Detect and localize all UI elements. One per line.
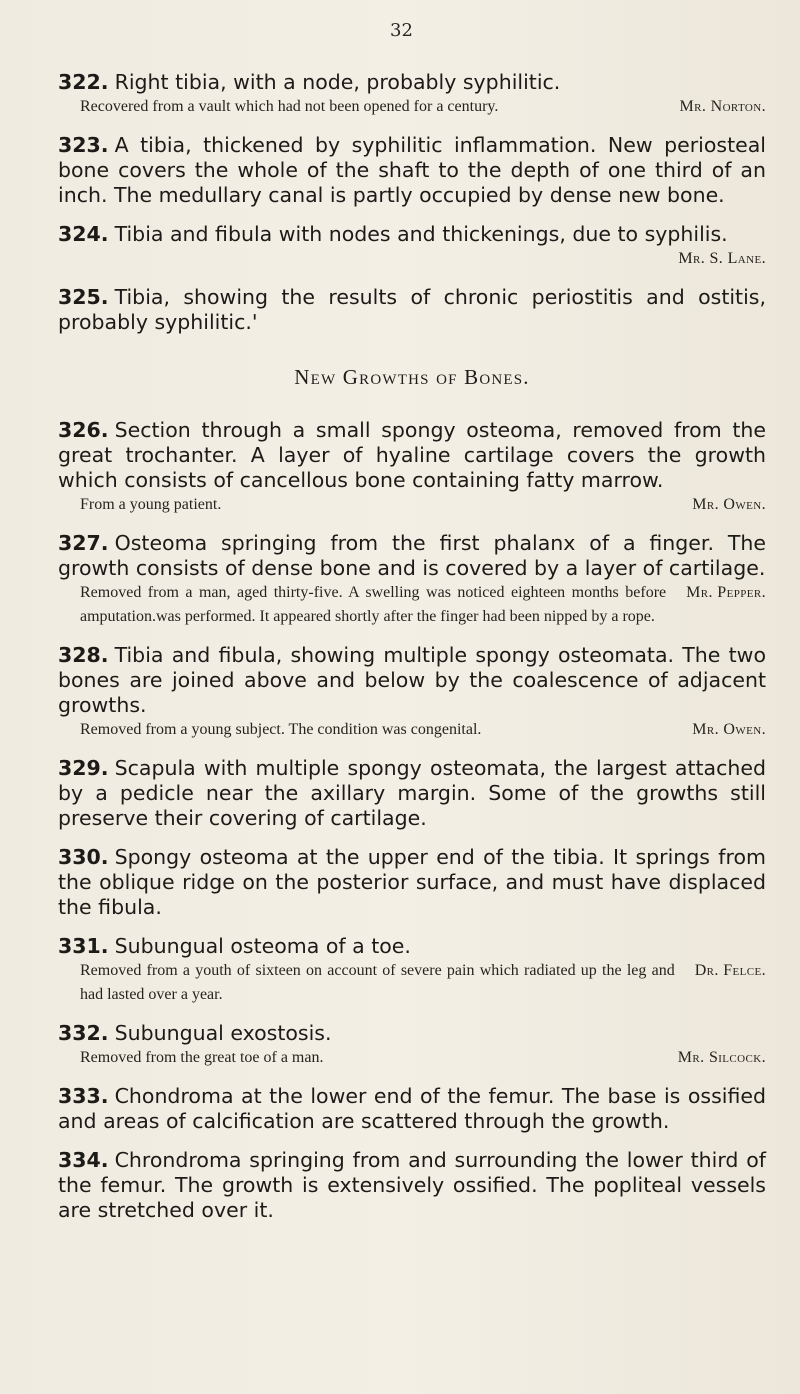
entry-number: 329. [58,756,109,780]
entry-note: Removed from a man, aged thirty-five. A swelling was noticed eighteen months before amputation.was performed. It appeared shortly after the finger had been nipped by a rope. [80,584,667,625]
entry-description [58,418,766,493]
catalogue-entry [58,418,766,517]
catalogue-entry [58,756,766,831]
entry-note: Recovered from a vault which had not been opened for a century. [80,98,499,115]
entry-description [58,1021,766,1046]
entry-text: Subungual osteoma of a toe. [114,934,411,958]
entry-attribution: Mr. Pepper. [686,584,766,601]
entry-number: 325. [58,285,109,309]
entry-text: Scapula with multiple spongy osteomata, the largest attached by a pedicle near the axillary margin. Some of the growths still preserve their covering of cartilage. [58,756,766,830]
catalogue-entry [58,133,766,208]
entry-number: 333. [58,1084,109,1108]
entry-text: Tibia and fibula with nodes and thickenings, due to syphilis. [114,222,728,246]
entry-text: Tibia, showing the results of chronic periostitis and ostitis, probably syphilitic.' [58,285,766,334]
entry-number: 328. [58,643,109,667]
catalogue-entry [58,531,766,629]
entry-text: Right tibia, with a node, probably syphilitic. [114,70,561,94]
entry-description [58,934,766,959]
catalogue-entry [58,1084,766,1134]
catalogue-entry [58,285,766,335]
section-heading: New Growths of Bones. [294,365,530,389]
entry-note-row [58,581,766,629]
entry-note-row [58,1046,766,1070]
entry-description [58,531,766,581]
entry-text: Osteoma springing from the first phalanx of a finger. The growth consists of dense bone and is covered by a layer of cartilage. [58,531,766,580]
entry-description [58,1084,766,1134]
entry-number: 334. [58,1148,109,1172]
catalogue-entry [58,643,766,742]
entry-text: Chondroma at the lower end of the femur. The base is ossified and areas of calcification are scattered through the growth. [58,1084,766,1133]
entry-note: From a young patient. [80,496,222,513]
page-number: 32 [390,20,413,41]
entry-text: Tibia and fibula, showing multiple spongy osteomata. The two bones are joined above and below by the coalescence of adjacent growths. [58,643,766,717]
entry-description [58,1148,766,1223]
entry-number: 330. [58,845,109,869]
entry-text: Spongy osteoma at the upper end of the tibia. It springs from the oblique ridge on the posterior surface, and must have displaced the fibula. [58,845,766,919]
entry-description [58,222,766,247]
entry-description [58,845,766,920]
entry-text: A tibia, thickened by syphilitic inflammation. New periosteal bone covers the whole of the shaft to the depth of one third of an inch. The medullary canal is partly occupied by dense new bone. [58,133,766,207]
entry-number: 323. [58,133,109,157]
entry-description [58,756,766,831]
entries-list-syphilitic [58,70,766,335]
entry-description [58,133,766,208]
entry-text: Chrondroma springing from and surrounding the lower third of the femur. The growth is extensively ossified. The popliteal vessels are stretched over it. [58,1148,766,1222]
entry-note-row [58,493,766,517]
catalogue-entry [58,845,766,920]
entry-description [58,285,766,335]
entry-attribution: Mr. Owen. [692,496,766,513]
entry-number: 331. [58,934,109,958]
catalogue-entry [58,1021,766,1070]
page-content [58,70,766,1237]
entry-note: Removed from the great toe of a man. [80,1049,324,1066]
entry-attribution: Mr. S. Lane. [678,250,766,267]
catalogue-entry [58,934,766,1007]
entry-attribution: Mr. Silcock. [677,1049,766,1066]
entry-number: 332. [58,1021,109,1045]
entry-text: Subungual exostosis. [114,1021,332,1045]
entry-note-row [58,718,766,742]
entry-text: Section through a small spongy osteoma, removed from the great trochanter. A layer of hyaline cartilage covers the growth which consists of cancellous bone containing fatty marrow. [58,418,766,492]
entry-note: Removed from a young subject. The condition was congenital. [80,721,482,738]
catalogue-entry [58,222,766,271]
entries-list-new-growths [58,418,766,1223]
entry-note: Removed from a youth of sixteen on account of severe pain which radiated up the leg and had lasted over a year. [80,962,675,1003]
entry-number: 324. [58,222,109,246]
catalogue-entry [58,1148,766,1223]
entry-note-row [58,95,766,119]
entry-attribution: Mr. Norton. [679,98,766,115]
entry-number: 322. [58,70,109,94]
entry-description [58,70,766,95]
entry-description [58,643,766,718]
entry-attribution: Mr. Owen. [692,721,766,738]
entry-number: 327. [58,531,109,555]
entry-attribution: Dr. Felce. [694,962,766,979]
catalogue-entry [58,70,766,119]
entry-note-row [58,959,766,1007]
entry-number: 326. [58,418,109,442]
